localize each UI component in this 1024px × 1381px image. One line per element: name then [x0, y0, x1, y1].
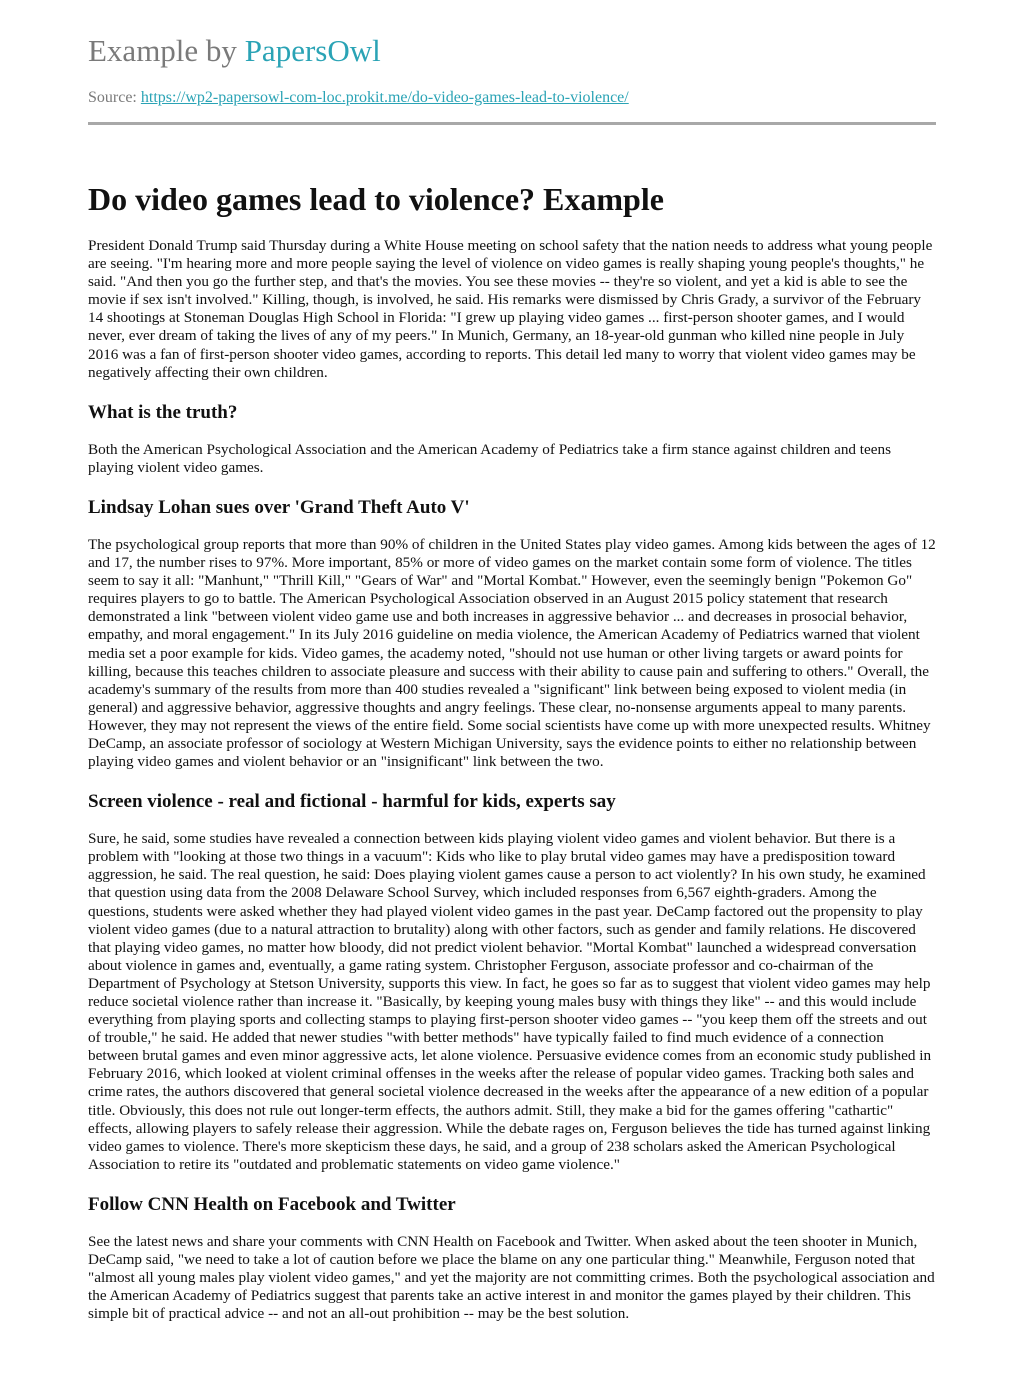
section-heading-truth: What is the truth?	[88, 401, 238, 423]
source-link[interactable]: https://wp2-papersowl-com-loc.prokit.me/do-video-games-lead-to-violence/	[140, 89, 629, 106]
brand-prefix: Example by	[88, 33, 245, 68]
section-heading-screen-violence: Screen violence - real and fictional - harmful for kids, experts say	[88, 791, 616, 813]
header-divider	[88, 122, 936, 125]
intro-paragraph: President Donald Trump said Thursday during a White House meeting on school safety that the nation needs to address what young people are seeing. "I'm hearing more and more people saying the level of violence on video games is really shaping young people's thoughts," he said. "And then you go the further step, and that's the movies. You see these movies -- they're so violent, and yet a kid is able to see the movie if sex isn't involved." Killing, though, is involved, he said. His remarks were dismissed by Chris Grady, a survivor of the February 14 shootings at Stoneman Douglas High School in Florida: "I grew up playing video games ... first-person shooter games, and I would never, ever dream of taking the lives of any of my peers." In Munich, Germany, an 18-year-old gunman who killed nine people in July 2016 was a fan of first-person shooter video games, according to reports. This detail led many to worry that violent video games may be negatively affecting their own children.	[88, 237, 933, 381]
section-body-screen-violence: Sure, he said, some studies have revealed a connection between kids playing violent video games and violent behavior. But there is a problem with "looking at those two things in a vacuum": Kids who like to play brutal video games may have a predisposition toward aggression, he said. The real question, he said: Does playing violent games cause a person to act violently? In his own study, he examined that question using data from the 2008 Delaware School Survey, which included responses from 6,567 eighth-graders. Among the questions, students were asked whether they had played violent video games in the past year. DeCamp factored out the propensity to play violent video games (due to a natural attraction to brutality) along with other factors, such as gender and family relations. He discovered that playing video games, no matter how bloody, did not predict violent behavior. "Mortal Kombat" launched a widespread conversation about violence in games and, eventually, a game rating system. Christopher Ferguson, associate professor and co-chairman of the Department of Psychology at Stetson University, supports this view. In fact, he goes so far as to suggest that violent video games may help reduce societal violence rather than increase it. "Basically, by keeping young males busy with things they like" -- and this would include everything from playing sports and collecting stamps to playing first-person shooter video games -- "you keep them off the streets and out of trouble," he said. He added that newer studies "with better methods" have typically failed to find much evidence of a connection between brutal games and even minor aggressive acts, let alone violence. Persuasive evidence comes from an economic study published in February 2016, which looked at violent criminal offenses in the weeks after the release of popular video games. Tracking both sales and crime rates, the authors discovered that general societal violence decreased in the weeks after the appearance of a new edition of a popular title. Obviously, this does not rule out longer-term effects, the authors admit. Still, they make a bid for the games offering "cathartic" effects, allowing players to safely release their aggression. While the debate rages on, Ferguson believes the tide has turned against linking video games to violence. There's more skepticism these days, he said, and a group of 238 scholars asked the American Psychological Association to retire its "outdated and problematic statements on video game violence."	[88, 830, 932, 1173]
brand-name-link[interactable]: PapersOwl	[244, 33, 381, 68]
site-brand	[88, 32, 936, 70]
document-page	[88, 0, 936, 1323]
section-body-follow-cnn: See the latest news and share your comments with CNN Health on Facebook and Twitter. When asked about the teen shooter in Munich, DeCamp said, "we need to take a lot of caution before we place the blame on any one particular thing." Meanwhile, Ferguson noted that "almost all young males play violent video games," and yet the majority are not committing crimes. Both the psychological association and the American Academy of Pediatrics suggest that parents take an active interest in and monitor the games played by their children. This simple bit of practical advice -- and not an all-out prohibition -- may be the best solution.	[88, 1232, 935, 1323]
source-label: Source:	[88, 89, 141, 106]
section-heading-follow-cnn: Follow CNN Health on Facebook and Twitter	[88, 1193, 456, 1215]
article-title: Do video games lead to violence? Example	[88, 181, 664, 217]
section-heading-lohan: Lindsay Lohan sues over 'Grand Theft Auto V'	[88, 496, 470, 518]
section-body-lohan: The psychological group reports that more than 90% of children in the United States play video games. Among kids between the ages of 12 and 17, the number rises to 97%. More important, 85% or more of video games on the market contain some form of violence. The titles seem to say it all: "Manhunt," "Thrill Kill," "Gears of War" and "Mortal Kombat." However, even the seemingly benign "Pokemon Go" requires players to go to battle. The American Psychological Association observed in an August 2015 policy statement that research demonstrated a link "between violent video game use and both increases in aggressive behavior ... and decreases in prosocial behavior, empathy, and moral engagement." In its July 2016 guideline on media violence, the American Academy of Pediatrics warned that violent media set a poor example for kids. Video games, the academy noted, "should not use human or other living targets or award points for killing, because this teaches children to associate pleasure and success with their ability to cause pain and suffering to others." Overall, the academy's summary of the results from more than 400 studies revealed a "significant" link between being exposed to violent media (in general) and aggressive behavior, aggressive thoughts and angry feelings. These clear, no-nonsense arguments appeal to many parents. However, they may not represent the views of the entire field. Some social scientists have come up with more unexpected results. Whitney DeCamp, an associate professor of sociology at Western Michigan University, says the evidence points to either no relationship between playing video games and violent behavior or an "insignificant" link between the two.	[88, 535, 936, 771]
source-line	[88, 88, 936, 108]
section-body-truth: Both the American Psychological Association and the American Academy of Pediatrics take a firm stance against children and teens playing violent video games.	[88, 440, 892, 476]
